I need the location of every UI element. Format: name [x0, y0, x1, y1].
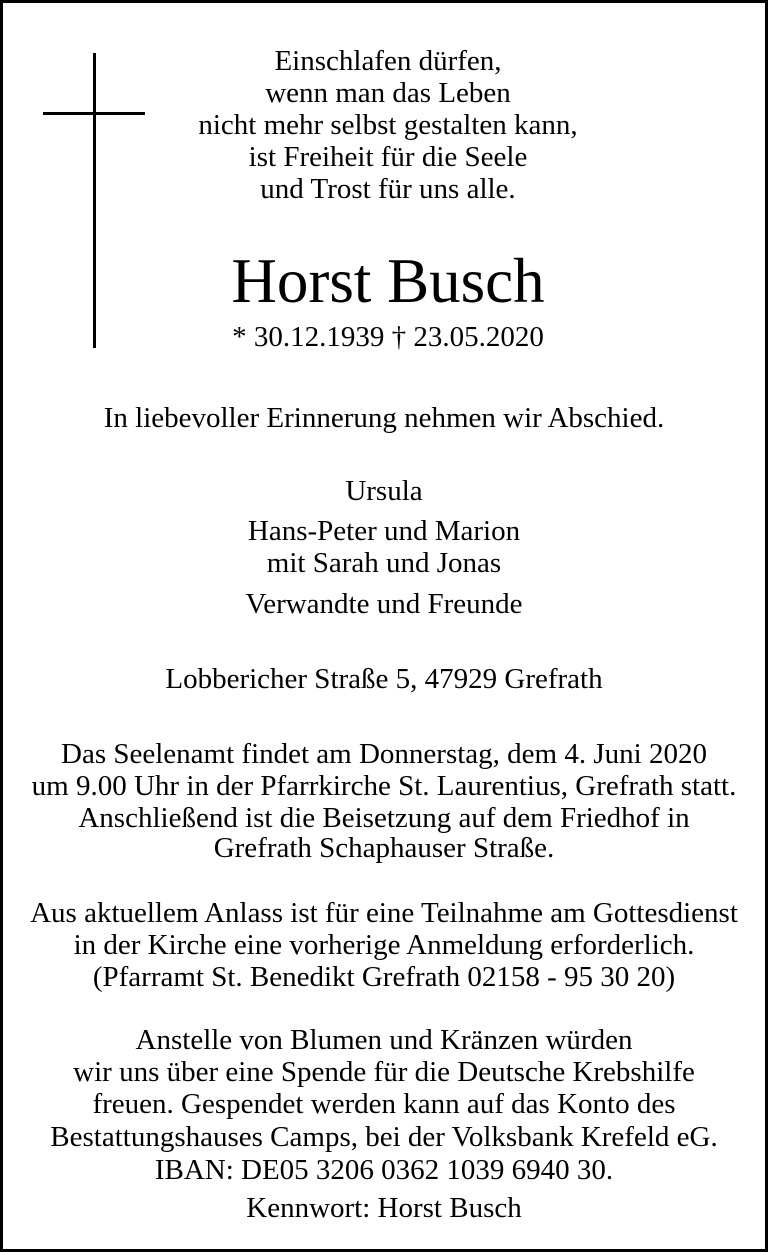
poem-line: wenn man das Leben — [265, 77, 511, 109]
registration-line: in der Kirche eine vorherige Anmeldung erforderlich. — [73, 929, 695, 961]
deceased-name: Horst Busch — [231, 246, 545, 316]
donation-line: Bestattungshauses Camps, bei der Volksbank Krefeld eG. — [50, 1121, 718, 1153]
donation-line: Anstelle von Blumen und Kränzen würden — [135, 1024, 633, 1056]
mourner: Ursula — [345, 475, 423, 507]
service-line: Das Seelenamt findet am Donnerstag, dem 4. Juni 2020 — [61, 738, 707, 770]
registration-line: (Pfarramt St. Benedikt Grefrath 02158 - 95 30 20) — [92, 961, 676, 993]
poem-line: ist Freiheit für die Seele — [248, 141, 528, 173]
iban-line: IBAN: DE05 3206 0362 1039 6940 30. — [154, 1154, 614, 1186]
service-line: um 9.00 Uhr in der Pfarrkirche St. Laurentius, Grefrath statt. — [31, 770, 737, 802]
registration-line: Aus aktuellem Anlass ist für eine Teilnahme am Gottesdienst — [30, 897, 738, 929]
mourner: mit Sarah und Jonas — [266, 547, 502, 579]
mourner: Hans-Peter und Marion — [247, 515, 521, 547]
donation-keyword: Kennwort: Horst Busch — [246, 1192, 522, 1224]
life-dates: * 30.12.1939 † 23.05.2020 — [232, 321, 544, 353]
mourner: Verwandte und Freunde — [245, 588, 523, 620]
donation-line: wir uns über eine Spende für die Deutsche Krebshilfe — [73, 1056, 695, 1088]
service-line: Anschließend ist die Beisetzung auf dem Friedhof in — [78, 802, 690, 834]
poem-line: und Trost für uns alle. — [260, 173, 516, 205]
address: Lobbericher Straße 5, 47929 Grefrath — [165, 663, 603, 695]
poem-line: Einschlafen dürfen, — [274, 45, 502, 77]
poem-line: nicht mehr selbst gestalten kann, — [198, 109, 578, 141]
service-line: Grefrath Schaphauser Straße. — [213, 832, 555, 864]
farewell-text: In liebevoller Erinnerung nehmen wir Abschied. — [103, 402, 665, 434]
donation-line: freuen. Gespendet werden kann auf das Konto des — [92, 1088, 676, 1120]
